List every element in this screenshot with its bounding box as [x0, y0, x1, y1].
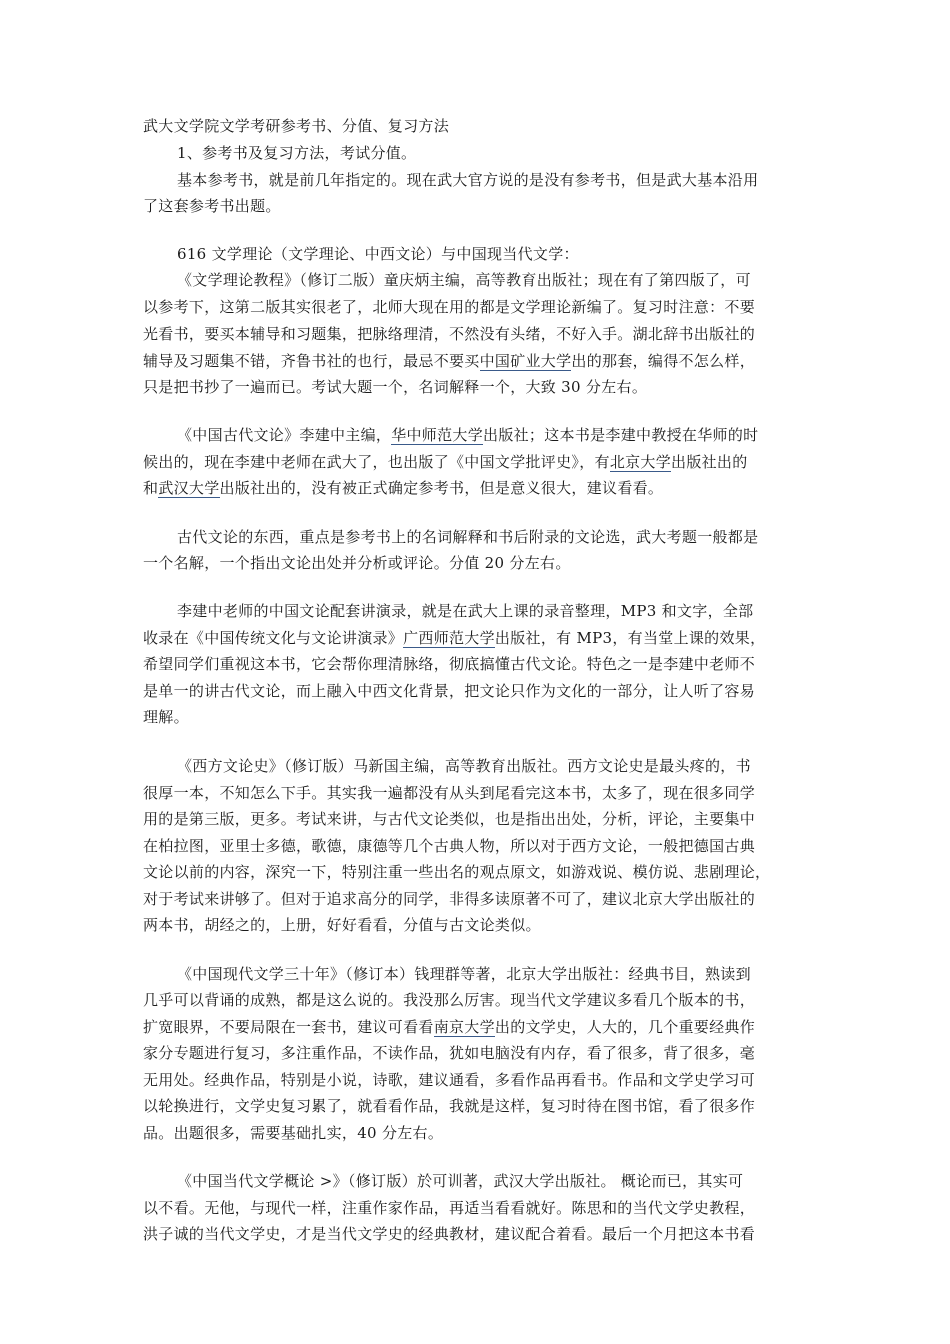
text-span: 出版社；这本书是李建中教授在华师的时 — [483, 426, 759, 444]
paragraph-line: 以参考下，这第二版其实很老了，北师大现在用的都是文学理论新编了。复习时注意：不要 — [143, 298, 756, 316]
paragraph-line: 理解。 — [143, 708, 189, 726]
text-span: 出的那套，编得不怎么样， — [571, 352, 756, 370]
link-gxnu[interactable]: 广西师范大学 — [403, 629, 495, 647]
text-span: 候出的，现在李建中老师在武大了，也出版了《中国文学批评史》，有 — [143, 453, 610, 471]
paragraph-line — [143, 628, 765, 648]
link-nju[interactable]: 南京大学 — [433, 1018, 495, 1036]
paragraph-line: 是单一的讲古代文论，而上融入中西文化背景，把文论只作为文化的一部分，让人听了容易 — [143, 682, 756, 700]
link-pku[interactable]: 北京大学 — [609, 453, 672, 471]
text-span: 和 — [143, 479, 159, 497]
paragraph-line — [143, 351, 755, 371]
paragraph-line: 文论以前的内容，深究一下，特别注重一些出名的观点原文，如游戏说、模仿说、悲剧理论， — [143, 863, 771, 881]
text-span: 辅导及习题集不错，齐鲁书社的也行，最忌不要买 — [143, 352, 480, 370]
link-cumt[interactable]: 中国矿业大学 — [479, 352, 572, 370]
paragraph-line — [143, 1017, 755, 1037]
paragraph-line: 只是把书抄了一遍而已。考试大题一个，名词解释一个，大致 30 分左右。 — [143, 378, 648, 396]
text-span: 《中国古代文论》李建中主编， — [177, 426, 392, 444]
paragraph-line: 一个名解，一个指出文论出处并分析或评论。分值 20 分左右。 — [143, 554, 571, 572]
paragraph-line — [177, 425, 758, 445]
link-ccnu[interactable]: 华中师范大学 — [391, 426, 484, 444]
paragraph-line: 洪子诚的当代文学史，才是当代文学史的经典教材，建议配合着看。最后一个月把这本书看 — [143, 1225, 756, 1243]
paragraph-line: 了这套参考书出题。 — [143, 197, 281, 215]
paragraph-line: 品。出题很多，需要基础扎实，40 分左右。 — [143, 1124, 444, 1142]
text-span: 扩宽眼界，不要局限在一套书，建议可看看 — [143, 1018, 434, 1036]
paragraph-line: 以不看。无他，与现代一样，注重作家作品，再适当看看就好。陈思和的当代文学史教程， — [143, 1199, 756, 1217]
paragraph-line — [143, 478, 663, 498]
link-whu[interactable]: 武汉大学 — [158, 479, 220, 497]
paragraph-line: 《西方文论史》（修订版）马新国主编，高等教育出版社。西方文论史是最头疼的，书 — [177, 757, 751, 775]
paragraph-line: 在柏拉图，亚里士多德，歌德，康德等几个古典人物，所以对于西方文论，一般把德国古典 — [143, 837, 756, 855]
subject-heading: 616 文学理论（文学理论、中西文论）与中国现当代文学： — [177, 245, 579, 263]
section-heading: 1、参考书及复习方法，考试分值。 — [177, 144, 417, 162]
text-span: 出版社，有 MP3，有当堂上课的效果， — [494, 629, 766, 647]
text-span: 出的文学史，人大的，几个重要经典作 — [494, 1018, 756, 1036]
paragraph-line: 几乎可以背诵的成熟，都是这么说的。我没那么厉害。现当代文学建议多看几个版本的书， — [143, 991, 756, 1009]
paragraph-line: 《中国当代文学概论 >》（修订版）於可训著，武汉大学出版社。 概论而已，其实可 — [177, 1172, 744, 1190]
paragraph-line: 很厚一本，不知怎么下手。其实我一遍都没有从头到尾看完这本书，太多了，现在很多同学 — [143, 784, 756, 802]
paragraph-line — [143, 452, 748, 472]
paragraph-line: 《中国现代文学三十年》（修订本）钱理群等著，北京大学出版社：经典书目，熟读到 — [177, 965, 751, 983]
text-span: 出版社出的 — [671, 453, 748, 471]
paragraph-line: 对于考试来讲够了。但对于追求高分的同学，非得多读原著不可了，建议北京大学出版社的 — [143, 890, 756, 908]
paragraph-line: 《文学理论教程》（修订二版）童庆炳主编，高等教育出版社；现在有了第四版了，可 — [177, 271, 751, 289]
paragraph-line: 两本书，胡经之的，上册，好好看看，分值与古文论类似。 — [143, 916, 541, 934]
paragraph-line: 希望同学们重视这本书，它会帮你理清脉络，彻底搞懂古代文论。特色之一是李建中老师不 — [143, 655, 756, 673]
paragraph-line: 古代文论的东西，重点是参考书上的名词解释和书后附录的文论选，武大考题一般都是 — [177, 528, 759, 546]
paragraph-line: 光看书，要买本辅导和习题集，把脉络理清，不然没有头绪，不好入手。湖北辞书出版社的 — [143, 325, 756, 343]
paragraph-line: 无用处。经典作品，特别是小说，诗歌，建议通看，多看作品再看书。作品和文学史学习可 — [143, 1071, 756, 1089]
paragraph-line: 家分专题进行复习，多注重作品，不读作品，犹如电脑没有内存，看了很多，背了很多，毫 — [143, 1044, 756, 1062]
text-span: 收录在《中国传统文化与文论讲演录》 — [143, 629, 404, 647]
paragraph-line: 基本参考书，就是前几年指定的。现在武大官方说的是没有参考书，但是武大基本沿用 — [177, 171, 759, 189]
paragraph-line: 用的是第三版，更多。考试来讲，与古代文论类似，也是指出出处，分析，评论，主要集中 — [143, 810, 756, 828]
paragraph-line: 以轮换进行，文学史复习累了，就看看作品，我就是这样，复习时待在图书馆，看了很多作 — [143, 1097, 756, 1115]
document-title: 武大文学院文学考研参考书、分值、复习方法 — [143, 117, 450, 135]
text-span: 出版社出的，没有被正式确定参考书，但是意义很大，建议看看。 — [219, 479, 664, 497]
paragraph-line: 李建中老师的中国文论配套讲演录，就是在武大上课的录音整理，MP3 和文字，全部 — [177, 602, 754, 620]
